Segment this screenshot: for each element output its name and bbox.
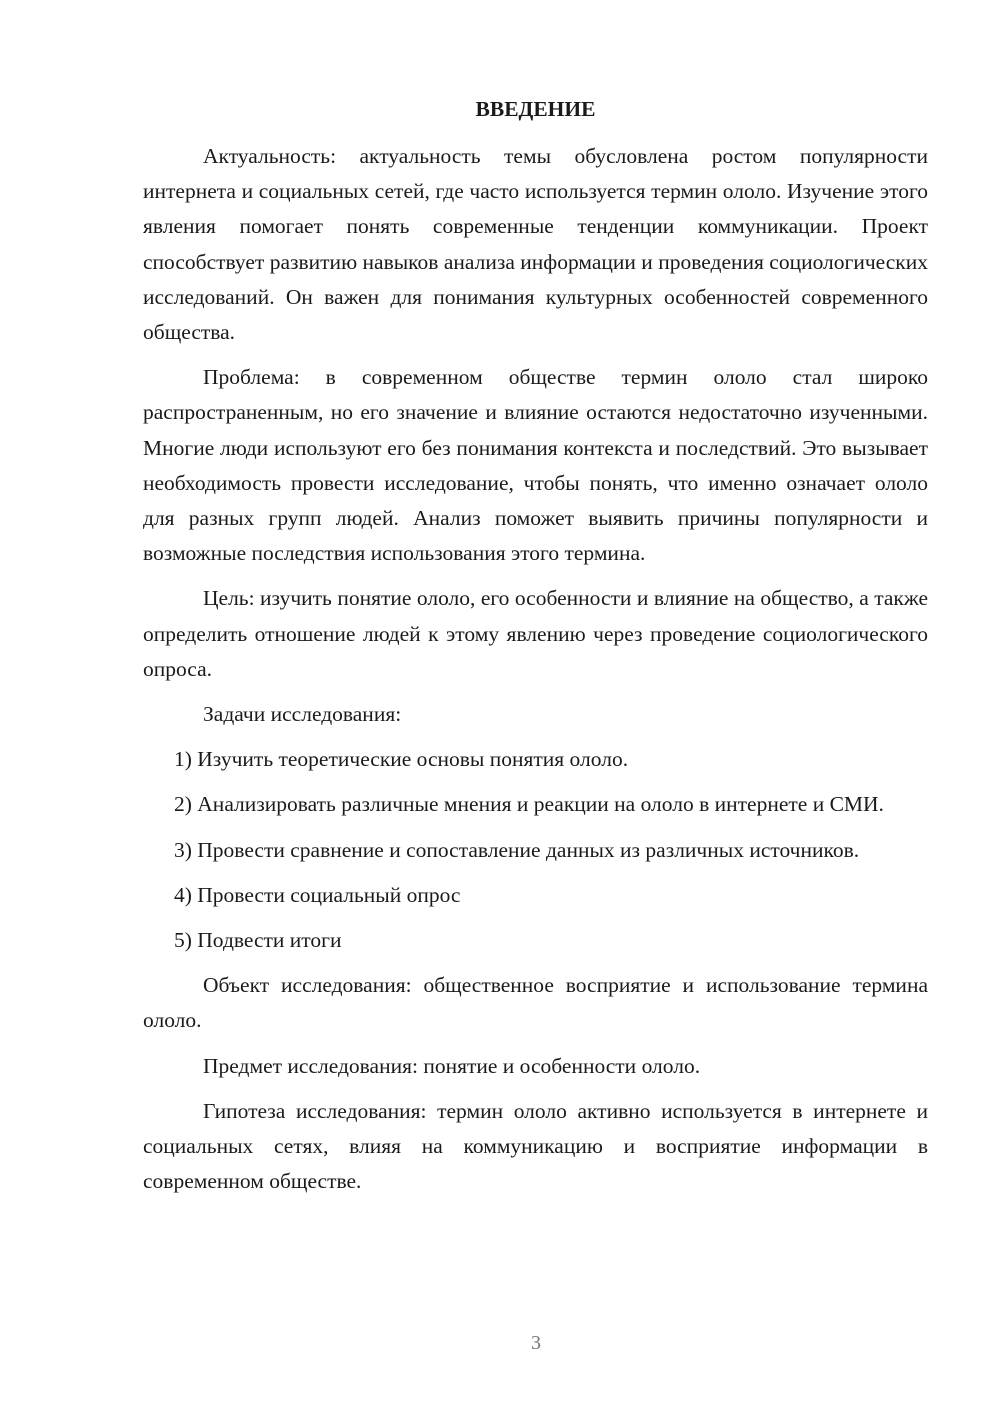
paragraph-subject: Предмет исследования: понятие и особенности ололо. [203,1053,701,1078]
page-number: 3 [531,1332,541,1354]
document-page [143,92,928,1209]
paragraph-goal: Цель: изучить понятие ололо, его особенности и влияние на общество, а также определить отношение людей к этому явлению через проведение социологического опроса. [143,586,928,681]
paragraph-relevance: Актуальность: актуальность темы обусловлена ростом популярности интернета и социальных сетей, где часто используется термин ололо. Изучение этого явления помогает понять современные тенденции коммуникации. Проект способствует развитию навыков анализа информации и проведения социологических исследований. Он важен для понимания культурных особенностей современного общества. [143,144,928,345]
paragraph-hypothesis: Гипотеза исследования: термин ололо активно используется в интернете и социальных сетях, влияя на коммуникацию и восприятие информации в современном обществе. [143,1098,928,1194]
task-item-2: 2) Анализировать различные мнения и реакции на ололо в интернете и СМИ. [174,792,884,817]
task-item-1: 1) Изучить теоретические основы понятия ололо. [174,747,629,772]
task-item-3: 3) Провести сравнение и сопоставление данных из различных источников. [174,837,860,862]
paragraph-object: Объект исследования: общественное восприятие и использование термина ололо. [143,973,928,1033]
section-title: ВВЕДЕНИЕ [475,97,596,121]
paragraph-problem: Проблема: в современном обществе термин ололо стал широко распространенным, но его значение и влияние остаются недостаточно изученными. Многие люди используют его без понимания контекста и последствий. Это вызывает необходимость провести исследование, чтобы понять, что именно означает ололо для разных групп людей. Анализ поможет выявить причины популярности и возможные последствия использования этого термина. [143,365,928,566]
tasks-heading: Задачи исследования: [203,702,402,727]
task-item-5: 5) Подвести итоги [174,928,342,953]
task-item-4: 4) Провести социальный опрос [174,882,461,907]
